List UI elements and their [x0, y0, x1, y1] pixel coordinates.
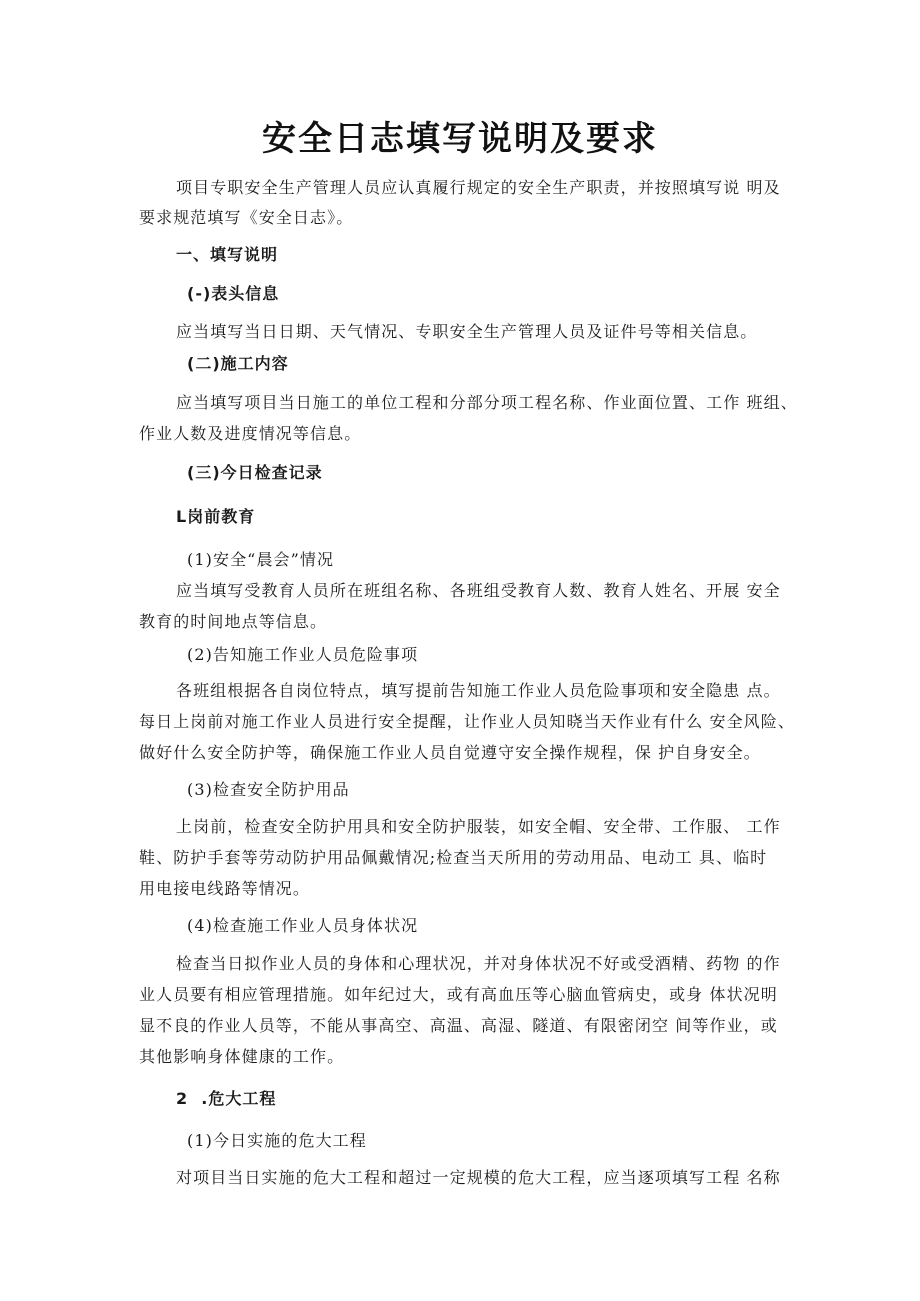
point-2-line-1: 各班组根据各自岗位特点，填写提前告知施工作业人员危险事项和安全隐患 点。	[176, 681, 781, 700]
point-5-title: (1)今日实施的危大工程	[187, 1131, 367, 1150]
point-4-title: (4)检查施工作业人员身体状况	[187, 916, 419, 935]
section-heading-1: 一、填写说明	[176, 245, 279, 264]
point-2-line-2: 每日上岗前对施工作业人员进行安全提醒，让作业人员知晓当天作业有什么 安全风险、	[139, 712, 795, 731]
point-4-line-1: 检查当日拟作业人员的身体和心理状况，并对身体状况不好或受酒精、药物 的作	[176, 954, 781, 973]
point-4-line-2: 业人员要有相应管理措施。如年纪过大，或有高血压等心脑血管病史，或身 体状况明	[139, 985, 778, 1004]
construction-text-line-1: 应当填写项目当日施工的单位工程和分部分项工程名称、作业面位置、工作 班组、	[176, 393, 798, 412]
intro-line-1: 项目专职安全生产管理人员应认真履行规定的安全生产职责，并按照填写说 明及	[176, 178, 781, 197]
point-4-line-4: 其他影响身体健康的工作。	[139, 1047, 345, 1066]
item-pre-shift-education: L岗前教育	[176, 507, 256, 526]
subheading-header-info: (-)表头信息	[187, 284, 280, 303]
subheading-construction: (二)施工内容	[187, 354, 289, 373]
point-3-line-3: 用电接电线路等情况。	[139, 879, 311, 898]
point-4-line-3: 显不良的作业人员等，不能从事高空、高温、高湿、隧道、有限密闭空 间等作业，或	[139, 1016, 778, 1035]
point-2-title: (2)告知施工作业人员危险事项	[187, 645, 419, 664]
item-major-hazard-works: 2 .危大工程	[176, 1089, 277, 1108]
point-1-line-2: 教育的时间地点等信息。	[139, 612, 328, 631]
point-5-line-1: 对项目当日实施的危大工程和超过一定规模的危大工程，应当逐项填写工程 名称	[176, 1168, 781, 1187]
page-title: 安全日志填写说明及要求	[262, 119, 658, 159]
header-info-text: 应当填写当日日期、天气情况、专职安全生产管理人员及证件号等相关信息。	[176, 322, 758, 341]
point-1-line-1: 应当填写受教育人员所在班组名称、各班组受教育人数、教育人姓名、开展 安全	[176, 581, 781, 600]
intro-line-2: 要求规范填写《安全日志》。	[139, 208, 354, 227]
point-3-title: (3)检查安全防护用品	[187, 780, 350, 799]
subheading-inspection: (三)今日检查记录	[187, 463, 323, 482]
point-3-line-2: 鞋、防护手套等劳动防护用品佩戴情况;检查当天所用的劳动用品、电动工 具、临时	[139, 848, 768, 867]
point-1-title: (1)安全“晨会”情况	[187, 550, 335, 569]
point-2-line-3: 做好什么安全防护等，确保施工作业人员自觉遵守安全操作规程，保 护自身安全。	[139, 743, 761, 762]
construction-text-line-2: 作业人数及进度情况等信息。	[139, 424, 362, 443]
point-3-line-1: 上岗前，检查安全防护用具和安全防护服装，如安全帽、安全带、工作服、 工作	[176, 817, 781, 836]
